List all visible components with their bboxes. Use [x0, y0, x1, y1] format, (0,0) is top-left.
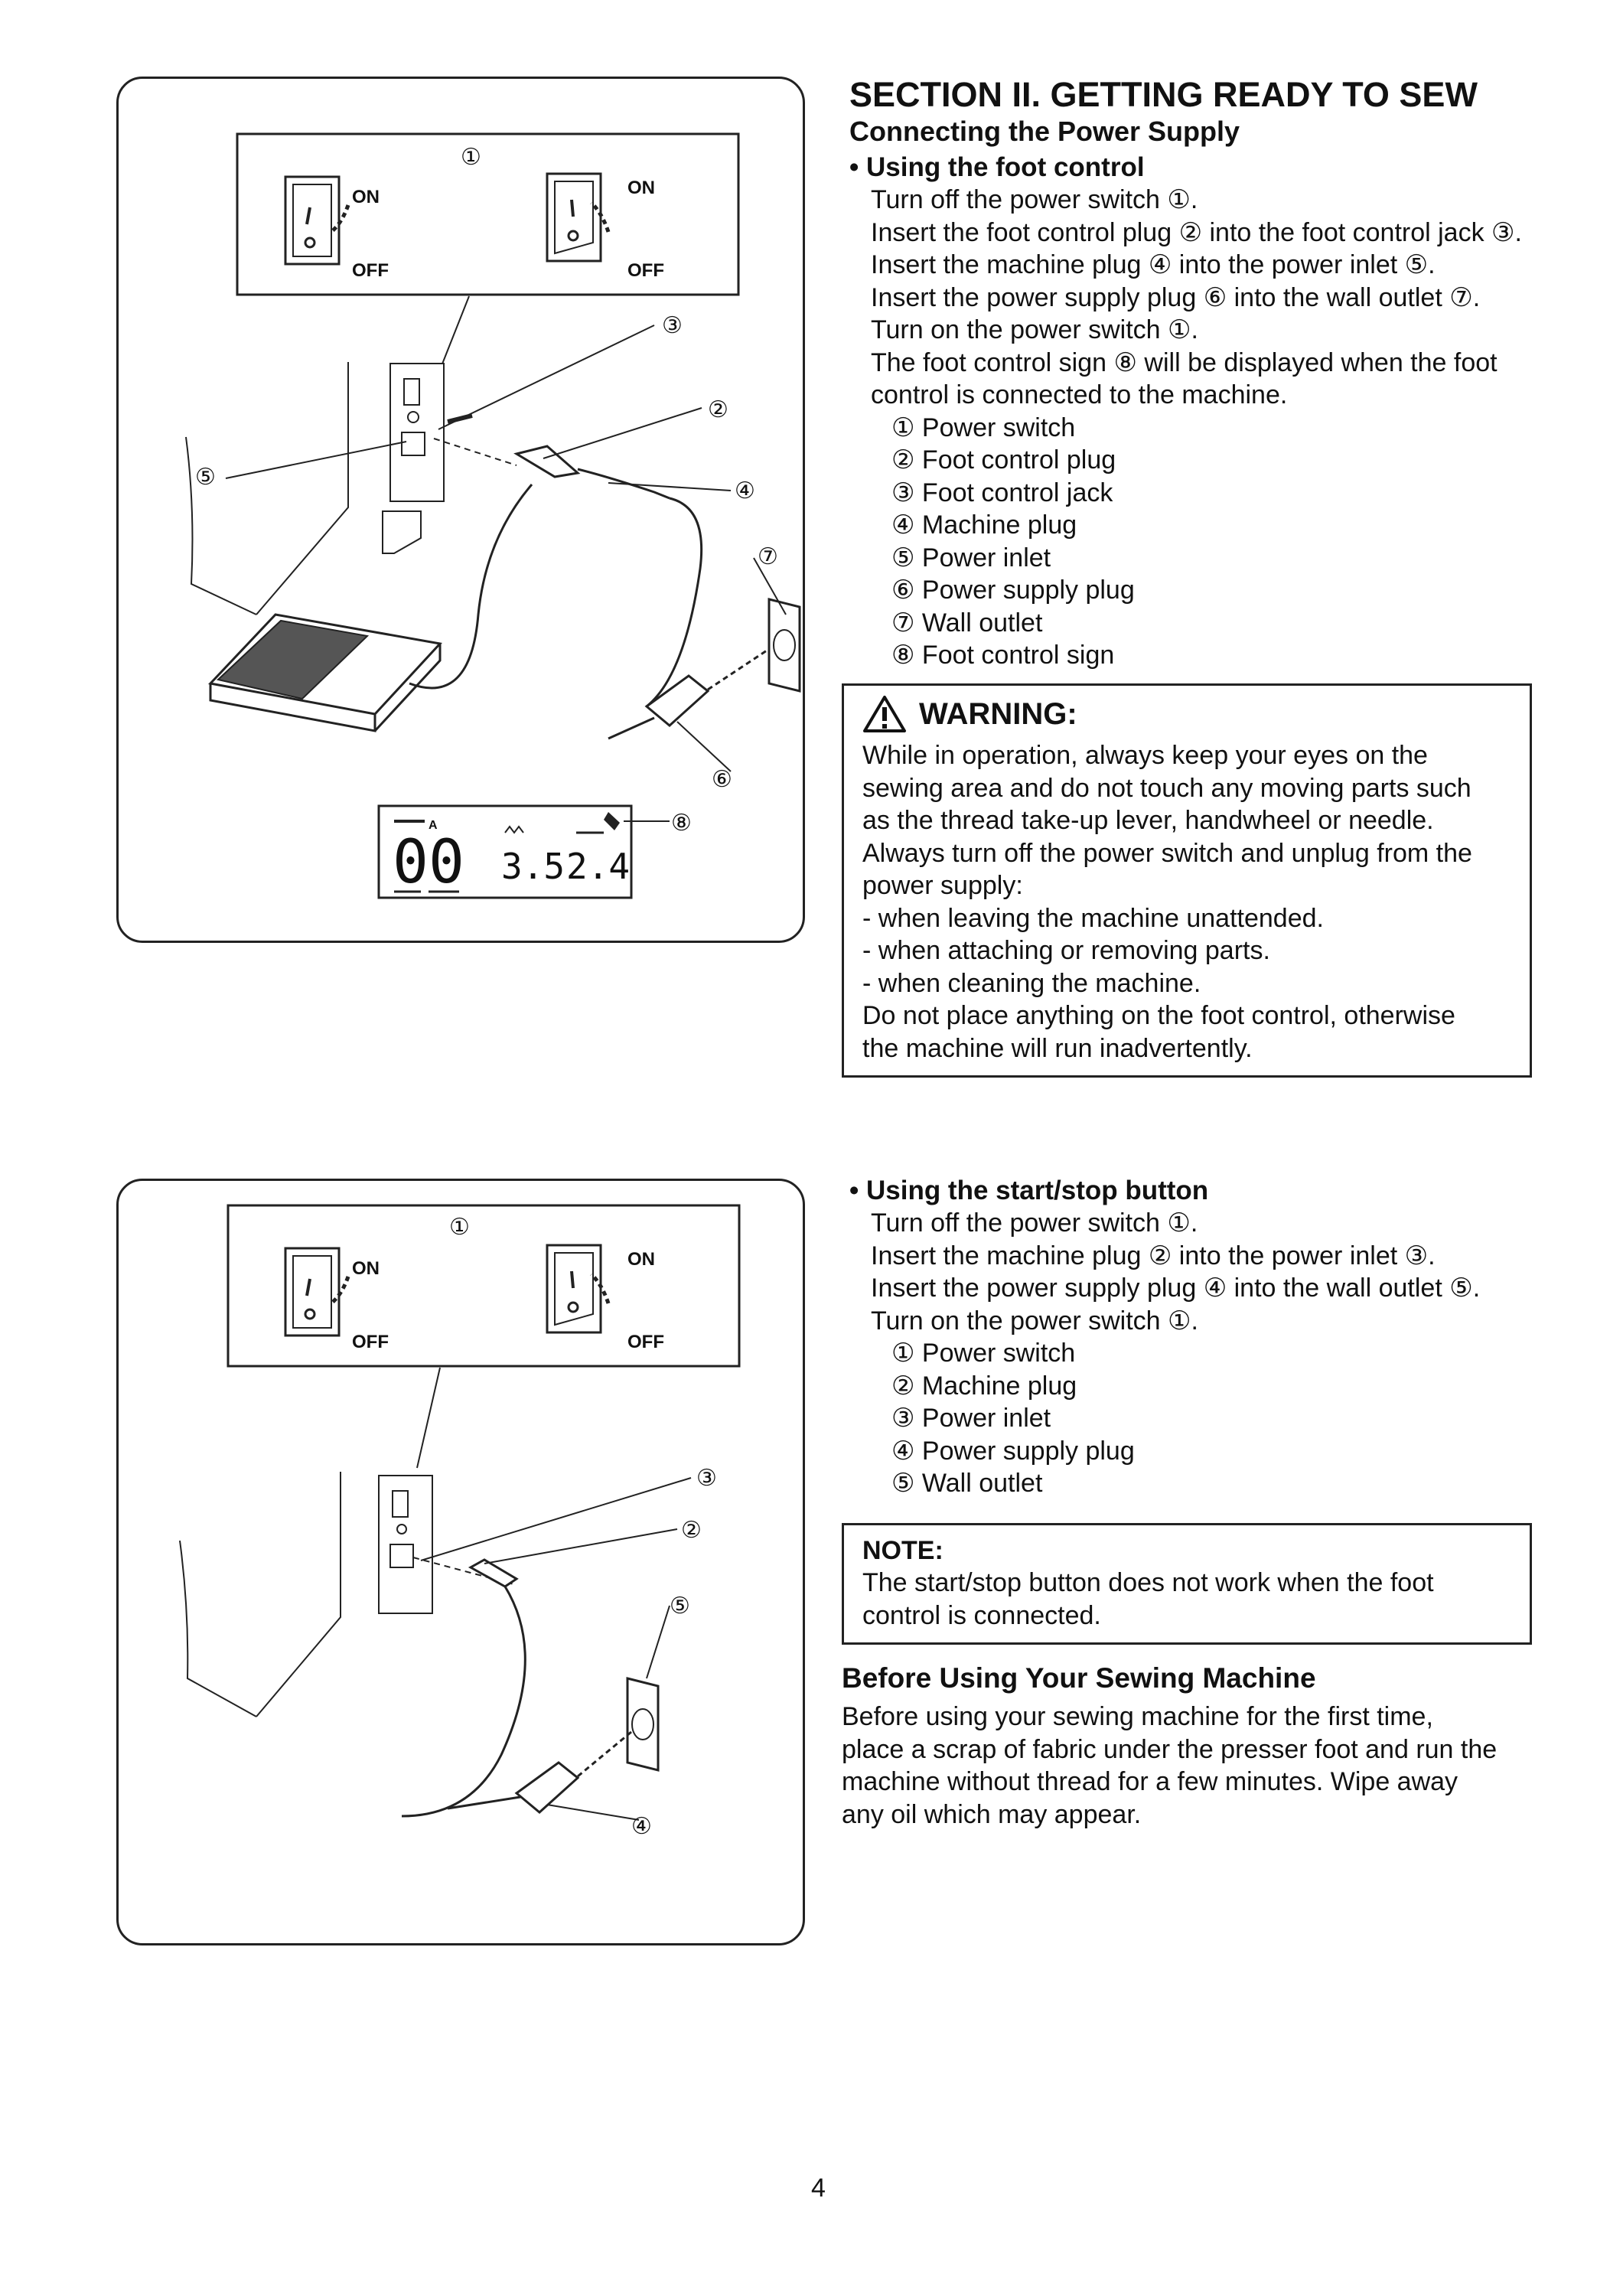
fc-legend-5: ⑤ Power inlet	[891, 543, 1051, 572]
label-7: ⑦	[758, 543, 778, 570]
label-8: ⑧	[671, 810, 692, 837]
warning-line-8: - when cleaning the machine.	[862, 968, 1201, 998]
fc-step-5: Turn on the power switch ①.	[871, 315, 1198, 344]
ss-legend-5: ⑤ Wall outlet	[891, 1469, 1043, 1498]
ss-step-4: Turn on the power switch ①.	[871, 1306, 1198, 1336]
foot-control-legend	[849, 412, 1553, 672]
start-stop-legend	[849, 1337, 1553, 1500]
figure-foot-control	[116, 77, 805, 943]
ss-step-2: Insert the machine plug ② into the power inlet ③.	[871, 1241, 1436, 1270]
off-label-a: OFF	[352, 260, 389, 281]
lcd-length: 2.4	[566, 846, 631, 887]
note-title: NOTE:	[862, 1536, 943, 1565]
warning-line-5: power supply:	[862, 871, 1023, 900]
warning-title: WARNING:	[919, 696, 1077, 731]
lcd-mode: A	[429, 819, 438, 832]
start-stop-section	[849, 1175, 1553, 1500]
fc-step-7: control is connected to the machine.	[871, 380, 1288, 409]
warning-line-2: sewing area and do not touch any moving parts such	[862, 773, 1471, 803]
warning-box	[842, 683, 1532, 1078]
before-line-3: machine without thread for a few minutes. Wipe away	[842, 1767, 1458, 1796]
label-3: ③	[662, 312, 683, 339]
fc-step-6: The foot control sign ⑧ will be displayed when the foot	[871, 347, 1498, 377]
foot-control-section	[849, 75, 1553, 672]
ss-legend-4: ④ Power supply plug	[891, 1436, 1135, 1466]
label-6: ⑥	[712, 766, 732, 793]
warning-line-10: the machine will run inadvertently.	[862, 1033, 1253, 1063]
label-1: ①	[461, 144, 481, 171]
fc-step-4: Insert the power supply plug ⑥ into the wall outlet ⑦.	[871, 282, 1481, 312]
fc-legend-2: ② Foot control plug	[891, 445, 1116, 475]
lcd-width: 3.5	[501, 846, 565, 887]
label2-1: ①	[449, 1214, 470, 1241]
warning-line-1: While in operation, always keep your eyes on the	[862, 741, 1428, 770]
section-title: SECTION II. GETTING READY TO SEW	[849, 75, 1478, 114]
warning-line-4: Always turn off the power switch and unplug from the	[862, 838, 1472, 868]
label-2: ②	[708, 396, 728, 423]
label2-3: ③	[696, 1465, 717, 1492]
before-using-section	[842, 1661, 1546, 1831]
fc-legend-6: ⑥ Power supply plug	[891, 576, 1135, 605]
foot-control-heading: • Using the foot control	[849, 152, 1145, 182]
note-line-2: control is connected.	[862, 1600, 1101, 1630]
before-line-2: place a scrap of fabric under the presser foot and run the	[842, 1734, 1498, 1764]
warning-line-6: - when leaving the machine unattended.	[862, 903, 1324, 933]
subtitle: Connecting the Power Supply	[849, 116, 1240, 147]
page-number: 4	[811, 2174, 826, 2203]
start-stop-heading: • Using the start/stop button	[849, 1176, 1209, 1205]
off-label-b: OFF	[627, 260, 664, 281]
off-label-d: OFF	[627, 1332, 664, 1352]
on-label-a: ON	[352, 187, 380, 207]
on-label-b: ON	[627, 178, 655, 198]
warning-line-3: as the thread take-up lever, handwheel or needle.	[862, 806, 1434, 835]
before-line-4: any oil which may appear.	[842, 1799, 1142, 1829]
fc-legend-8: ⑧ Foot control sign	[891, 641, 1115, 670]
fc-legend-7: ⑦ Wall outlet	[891, 608, 1043, 638]
on-label-d: ON	[627, 1249, 655, 1270]
label2-4: ④	[631, 1813, 652, 1840]
warning-line-9: Do not place anything on the foot control, otherwise	[862, 1001, 1455, 1030]
fc-legend-3: ③ Foot control jack	[891, 478, 1113, 507]
warning-line-7: - when attaching or removing parts.	[862, 936, 1270, 965]
ss-legend-2: ② Machine plug	[891, 1371, 1077, 1401]
fc-legend-4: ④ Machine plug	[891, 510, 1077, 540]
fc-step-2: Insert the foot control plug ② into the foot control jack ③.	[871, 217, 1522, 247]
on-label-c: ON	[352, 1258, 380, 1279]
warning-triangle-icon	[862, 695, 907, 733]
ss-legend-3: ③ Power inlet	[891, 1404, 1051, 1433]
fc-step-1: Turn off the power switch ①.	[871, 185, 1198, 214]
note-line-1: The start/stop button does not work when the foot	[862, 1568, 1434, 1597]
figure-start-stop	[116, 1179, 805, 1945]
label-4: ④	[735, 478, 755, 504]
start-stop-illustration	[119, 1181, 807, 1948]
label2-5: ⑤	[670, 1593, 690, 1619]
ss-legend-1: ① Power switch	[891, 1339, 1076, 1368]
lcd-pattern: 00	[393, 828, 464, 897]
label2-2: ②	[681, 1517, 702, 1544]
before-using-heading: Before Using Your Sewing Machine	[842, 1662, 1316, 1694]
off-label-c: OFF	[352, 1332, 389, 1352]
note-box	[842, 1523, 1532, 1645]
foot-control-illustration	[119, 79, 807, 945]
fc-step-3: Insert the machine plug ④ into the power inlet ⑤.	[871, 250, 1436, 279]
label-5: ⑤	[195, 464, 216, 491]
ss-step-1: Turn off the power switch ①.	[871, 1208, 1198, 1238]
before-line-1: Before using your sewing machine for the first time,	[842, 1702, 1433, 1731]
ss-step-3: Insert the power supply plug ④ into the wall outlet ⑤.	[871, 1274, 1481, 1303]
fc-legend-1: ① Power switch	[891, 413, 1076, 442]
